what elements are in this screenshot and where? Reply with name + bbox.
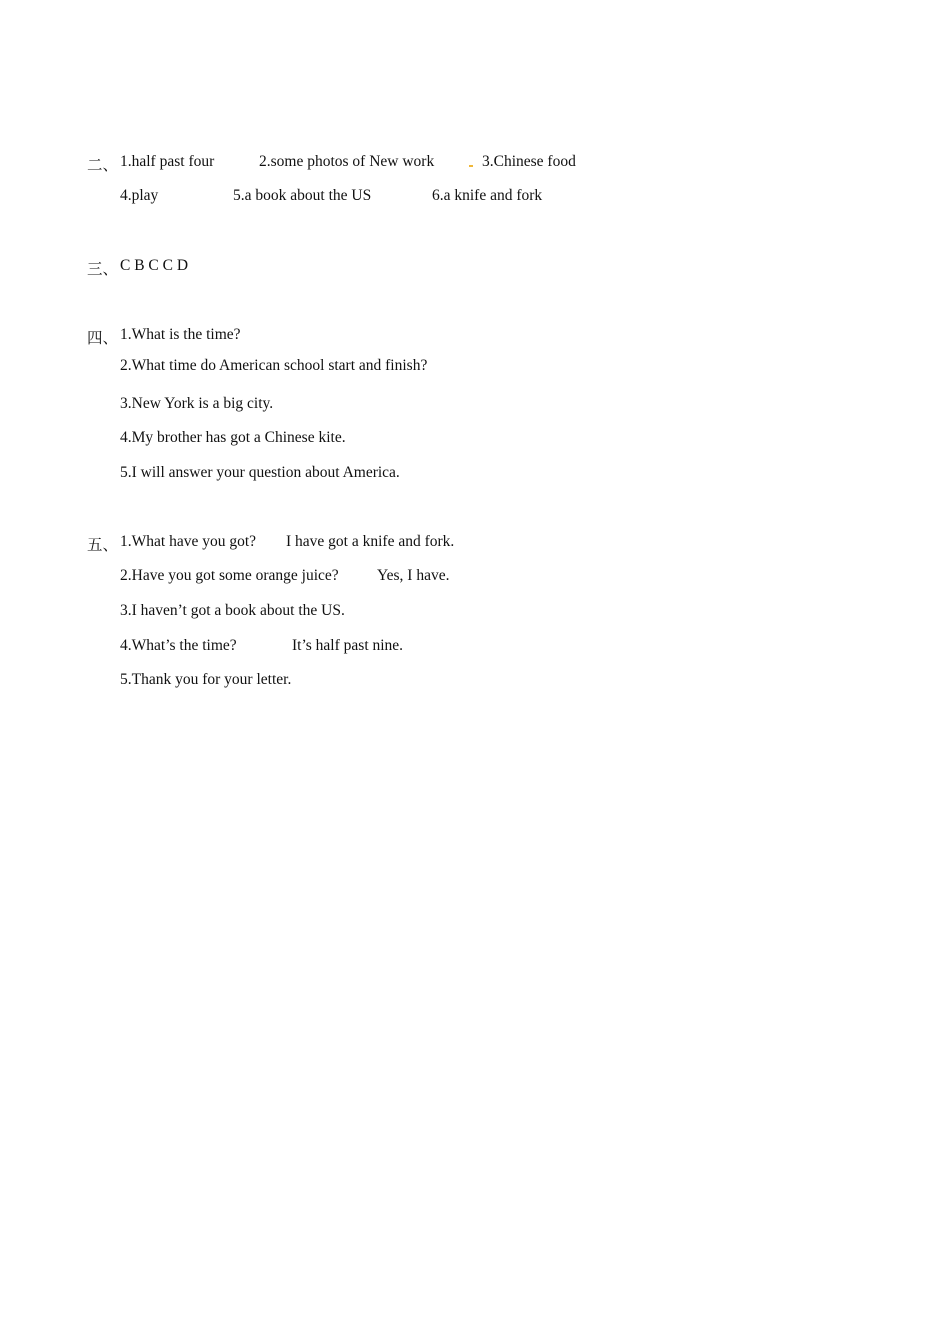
- s5-question-1: 1.What have you got?: [120, 533, 257, 550]
- s4-item-5: 5.I will answer your question about America.: [120, 464, 400, 481]
- s4-item-3: 3.New York is a big city.: [120, 395, 274, 412]
- s5-answer-1: I have got a knife and fork.: [286, 533, 455, 550]
- s5-answer-2: Yes, I have.: [377, 567, 450, 584]
- s2-item-2: 2.some photos of New work: [259, 153, 435, 170]
- s5-question-4: 4.What’s the time?: [120, 637, 237, 654]
- section-3-label: 三、: [87, 261, 119, 278]
- s3-answers: C B C C D: [120, 257, 189, 274]
- s4-item-4: 4.My brother has got a Chinese kite.: [120, 429, 346, 446]
- s5-question-2: 2.Have you got some orange juice?: [120, 567, 339, 584]
- s2-item-3: 3.Chinese food: [482, 153, 576, 170]
- s2-item-5: 5.a book about the US: [233, 187, 372, 204]
- s5-question-5: 5.Thank you for your letter.: [120, 671, 292, 688]
- s5-answer-4: It’s half past nine.: [292, 637, 404, 654]
- section-2-label: 二、: [87, 157, 119, 174]
- s5-question-3: 3.I haven’t got a book about the US.: [120, 602, 345, 619]
- s2-item-1: 1.half past four: [120, 153, 215, 170]
- s4-item-2: 2.What time do American school start and finish?: [120, 357, 428, 374]
- s2-item-4: 4.play: [120, 187, 159, 204]
- s4-item-1: 1.What is the time?: [120, 326, 241, 343]
- yellow-dot-mark: [469, 165, 473, 167]
- section-4-label: 四、: [87, 330, 119, 347]
- section-5-label: 五、: [87, 537, 119, 554]
- s2-item-6: 6.a knife and fork: [432, 187, 543, 204]
